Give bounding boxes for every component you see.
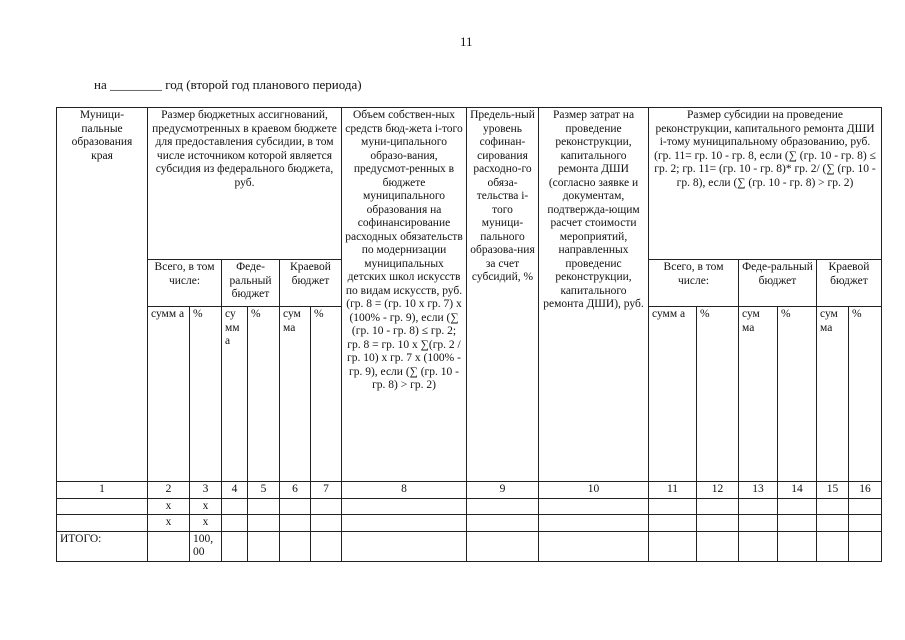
cell — [342, 531, 467, 561]
column-number: 16 — [849, 482, 882, 499]
percent-header: % — [248, 307, 280, 482]
column-number: 14 — [778, 482, 817, 499]
percent-header: % — [849, 307, 882, 482]
column-number: 11 — [649, 482, 697, 499]
cell — [739, 531, 778, 561]
cell — [817, 515, 849, 532]
cell — [739, 498, 778, 515]
column-number: 10 — [539, 482, 649, 499]
cell — [849, 498, 882, 515]
column-number: 8 — [342, 482, 467, 499]
percent-header: % — [697, 307, 739, 482]
percent-header: % — [190, 307, 222, 482]
cell — [248, 531, 280, 561]
cell — [649, 515, 697, 532]
column-number: 7 — [311, 482, 342, 499]
cell: х — [190, 498, 222, 515]
cell — [280, 498, 311, 515]
cell — [222, 498, 248, 515]
subheader-total-left: Всего, в том числе: — [148, 260, 222, 307]
subsidy-table — [56, 107, 882, 562]
percent-header: % — [311, 307, 342, 482]
header-repair-costs: Размер затрат на проведение реконструкции, капитального ремонта ДШИ (согласно заявке и документам, подтвержда-ющим расчет стоимости мероприятий, направленных проведенис реконструкции, капитального ремонта ДШИ), руб. — [539, 108, 649, 482]
cell — [467, 515, 539, 532]
cell — [248, 515, 280, 532]
cell — [697, 498, 739, 515]
column-number: 3 — [190, 482, 222, 499]
subheader-total-right: Всего, в том числе: — [649, 260, 739, 307]
cell — [849, 531, 882, 561]
header-own-funds: Объем собствен-ных средств бюд-жета i-того муни-ципального образо-вания, предусмот-ренных в бюджете муниципального образования на софинансирование расходных обязательств по модернизации муниципальных детских школ искусств по видам искусств, руб. (гр. 8 = (гр. 10 х гр. 7) х (100% - гр. 9), если (∑ (гр. 10 - гр. 8) ≤ гр. 2; гр. 8 = гр. 10 х ∑(гр. 2 / гр. 10) х гр. 7 х (100% - гр. 9), если (∑ (гр. 10 - гр. 8) > гр. 2) — [342, 108, 467, 482]
cell — [222, 531, 248, 561]
cell — [467, 531, 539, 561]
table-row — [57, 498, 882, 515]
cell — [539, 498, 649, 515]
table-row — [57, 515, 882, 532]
column-number: 12 — [697, 482, 739, 499]
cell — [311, 515, 342, 532]
sum-header: сум ма — [280, 307, 311, 482]
cell — [817, 498, 849, 515]
page-number: 11 — [460, 34, 473, 49]
sum-header: сум ма — [817, 307, 849, 482]
cell: х — [190, 515, 222, 532]
cell — [148, 531, 190, 561]
cell — [467, 498, 539, 515]
cell — [280, 515, 311, 532]
cell — [539, 531, 649, 561]
column-number: 9 — [467, 482, 539, 499]
column-number: 6 — [280, 482, 311, 499]
total-label: ИТОГО: — [57, 531, 148, 561]
cell — [697, 531, 739, 561]
column-number: 13 — [739, 482, 778, 499]
cell — [57, 515, 148, 532]
cell — [280, 531, 311, 561]
column-numbers-row — [57, 482, 882, 499]
cell: х — [148, 498, 190, 515]
header-cofinancing-level: Предель-ный уровень софинан-сирования расходно-го обяза-тельства i-того муници-пального образова-ния за счет субсидий, % — [467, 108, 539, 482]
cell — [849, 515, 882, 532]
sum-header: сумм а — [649, 307, 697, 482]
cell — [222, 515, 248, 532]
subheader-federal-left: Феде-ральный бюджет — [222, 260, 280, 307]
column-number: 2 — [148, 482, 190, 499]
column-number: 4 — [222, 482, 248, 499]
cell — [57, 498, 148, 515]
total-percent: 100, 00 — [190, 531, 222, 561]
column-number: 15 — [817, 482, 849, 499]
cell — [778, 498, 817, 515]
cell — [342, 515, 467, 532]
cell — [311, 498, 342, 515]
subheader-regional-left: Краевой бюджет — [280, 260, 342, 307]
document-subtitle: на ________ год (второй год планового периода) — [94, 77, 362, 92]
cell — [539, 515, 649, 532]
cell — [342, 498, 467, 515]
header-budget-allocations: Размер бюджетных ассигнований, предусмотренных в краевом бюджете для предоставления субсидии, в том числе источником которой является субсидия из федерального бюджета, руб. — [148, 108, 342, 260]
column-number: 1 — [57, 482, 148, 499]
total-row — [57, 531, 882, 561]
percent-header: % — [778, 307, 817, 482]
cell — [778, 515, 817, 532]
cell — [248, 498, 280, 515]
cell — [817, 531, 849, 561]
cell — [649, 531, 697, 561]
cell — [649, 498, 697, 515]
subheader-regional-right: Краевой бюджет — [817, 260, 882, 307]
header-subsidy-size: Размер субсидии на проведение реконструкции, капитального ремонта ДШИ i-тому муниципальному образованию, руб. (гр. 11= гр. 10 - гр. 8, если (∑ (гр. 10 - гр. 8) ≤ гр. 2; гр. 11= (гр. 10 - гр. 8)* гр. 2/ (∑ (гр. 10 - гр. 8), если (∑ (гр. 10 - гр. 8) > гр. 2) — [649, 108, 882, 260]
cell — [778, 531, 817, 561]
cell: х — [148, 515, 190, 532]
sum-header: сум ма — [739, 307, 778, 482]
column-number: 5 — [248, 482, 280, 499]
cell — [739, 515, 778, 532]
header-municipalities: Муници-пальные образования края — [57, 108, 148, 482]
sum-header: су мм а — [222, 307, 248, 482]
cell — [311, 531, 342, 561]
subheader-federal-right: Феде-ральный бюджет — [739, 260, 817, 307]
cell — [697, 515, 739, 532]
sum-header: сумм а — [148, 307, 190, 482]
